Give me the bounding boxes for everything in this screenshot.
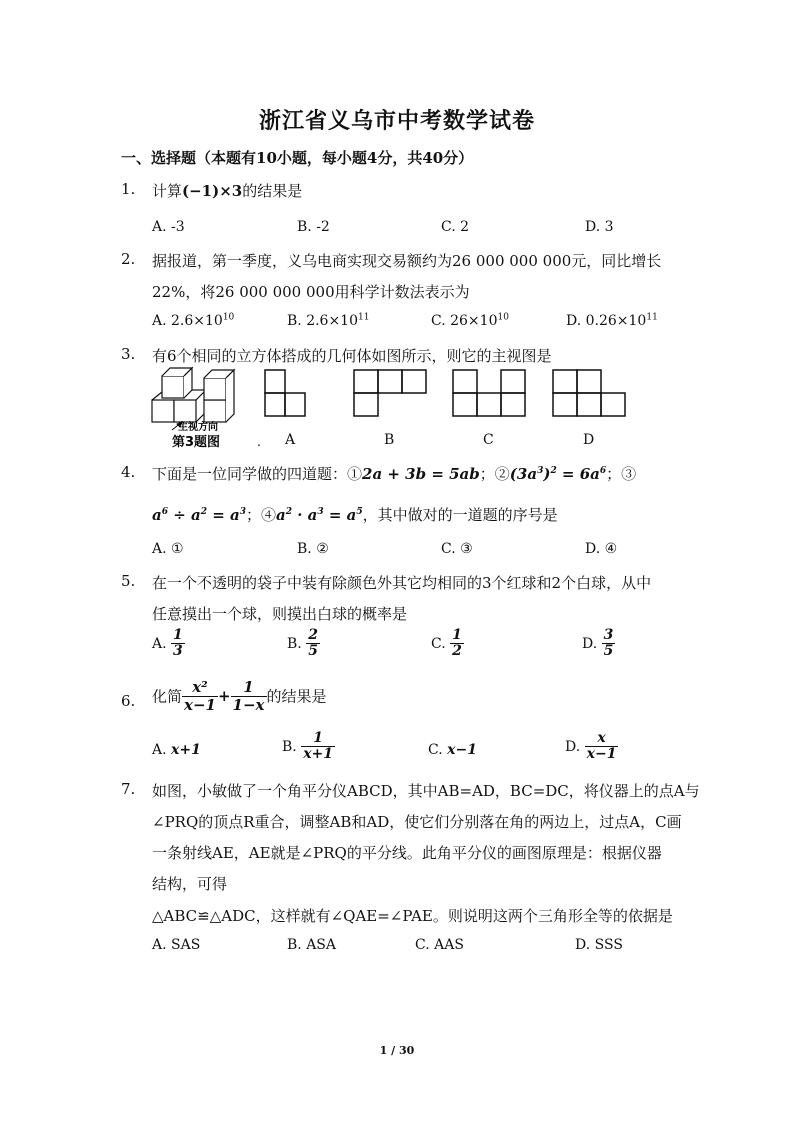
math-expression: $(3a^3)^2 = 6a^6$ — [509, 465, 607, 483]
option-d: D. SSS — [575, 937, 623, 953]
question-7-line1: 如图，小敏做了一个角平分仪ABCD，其中AB=AD，BC=DC，将仪器上的点A与 — [152, 782, 700, 800]
page-title: 浙江省义乌市中考数学试卷 — [258, 108, 535, 134]
figure-caption: 第3题图 — [172, 435, 221, 450]
question-3-text: 有6个相同的立方体搭成的几何体如图所示，则它的主视图是 — [152, 347, 552, 365]
option-c-label: C — [483, 432, 494, 448]
page-number: 1 / 30 — [379, 1044, 415, 1057]
question-3-figures — [148, 364, 648, 454]
text: 计算 — [152, 182, 183, 200]
option-d-view — [553, 370, 625, 416]
question-7-line3: 一条射线AE，AE就是∠PRQ的平分线。此角平分仪的画图原理是：根据仪器 — [152, 844, 662, 862]
option-b: B. ASA — [287, 937, 336, 953]
question-4-line1: 下面是一位同学做的四道题：①2a + 3b = 5ab；$②(3a^3)^2 = 6a^6$；③ — [152, 465, 637, 483]
option-b: B. $\frac{1}{x+1}$ — [282, 730, 334, 763]
option-a: A. $\frac{1}{3}$ — [152, 627, 183, 660]
option-a: A. -3 — [152, 219, 185, 235]
option-d: D. $\frac{x}{x-1}$ — [565, 730, 617, 763]
question-5-line1: 在一个不透明的袋子中装有除颜色外其它均相同的3个红球和2个白球，从中 — [152, 574, 652, 592]
question-7-line5: △ABC≌△ADC，这样就有∠QAE=∠PAE。则说明这两个三角形全等的依据是 — [152, 907, 673, 925]
option-c-view — [453, 370, 525, 416]
view-direction-label: 主视方向 — [178, 422, 218, 433]
option-d: D. ④ — [585, 541, 618, 557]
question-7-line4: 结构，可得 — [152, 875, 228, 893]
option-c: C. $\frac{1}{2}$ — [431, 627, 462, 660]
option-d: D. $0.26\times 10^{11}$ — [566, 312, 658, 329]
option-b: B. -2 — [297, 219, 330, 235]
option-c: C. x−1 — [428, 742, 477, 758]
cube-stack-figure — [152, 368, 234, 422]
option-a-view — [265, 370, 305, 416]
option-b: B. $2.6\times 10^{11}$ — [287, 312, 370, 329]
question-2-line2: 22%，将26 000 000 000用科学计数法表示为 — [152, 283, 470, 301]
option-b: B. $\frac{2}{5}$ — [287, 627, 318, 660]
text: 的结果是 — [242, 182, 303, 200]
question-number: 7. — [121, 780, 136, 798]
option-b-view — [354, 370, 426, 416]
question-number: 5. — [121, 572, 136, 590]
question-number: 1. — [121, 180, 136, 198]
option-d: D. 3 — [585, 219, 614, 235]
math-expression: 2a + 3b = 5ab — [362, 465, 480, 483]
option-c: C. $26\times 10^{10}$ — [431, 312, 509, 329]
option-a: A. $2.6\times 10^{10}$ — [152, 312, 235, 329]
option-a: A. x+1 — [152, 742, 201, 758]
question-7-line2: ∠PRQ的顶点R重合，调整AB和AD，使它们分别落在角的两边上，过点A，C画 — [152, 813, 682, 831]
question-number: 2. — [121, 250, 136, 268]
question-number: 6. — [121, 692, 136, 710]
question-6-text: 化简 $\frac{\text{x²}}{x-1}$ + $\frac{1}{1-x}$ 的结果是 — [152, 678, 327, 714]
option-b-label: B — [384, 432, 395, 448]
question-5-line2: 任意摸出一个球，则摸出白球的概率是 — [152, 605, 408, 623]
math-expression: (−1)×3 — [182, 182, 243, 200]
option-a-label: A — [285, 432, 296, 448]
option-d: D. $\frac{3}{5}$ — [582, 627, 614, 660]
option-b: B. ② — [297, 541, 329, 557]
question-1-text — [152, 180, 302, 201]
stray-dot: . — [257, 435, 261, 449]
option-d-label: D — [583, 432, 595, 448]
question-number: 4. — [121, 463, 136, 481]
option-a: A. SAS — [152, 937, 201, 953]
section-heading: 一、选择题（本题有10小题，每小题4分，共40分） — [121, 149, 474, 167]
question-2-line1: 据报道，第一季度，义乌电商实现交易额约为26 000 000 000元，同比增长 — [152, 252, 662, 270]
option-c: C. AAS — [415, 937, 464, 953]
math-expression: $a^2 \cdot a^3 = a^5$ — [276, 506, 363, 524]
question-4-line2: $a^6 \div a^2 = a^3$；$④a^2 \cdot a^3 = a^5$，其中做对的一道题的序号是 — [152, 506, 558, 524]
option-a: A. ① — [152, 541, 184, 557]
question-number: 3. — [121, 345, 136, 363]
option-c: C. ③ — [441, 541, 473, 557]
math-expression: $a^6 \div a^2 = a^3$ — [152, 506, 246, 524]
option-c: C. 2 — [441, 219, 470, 235]
